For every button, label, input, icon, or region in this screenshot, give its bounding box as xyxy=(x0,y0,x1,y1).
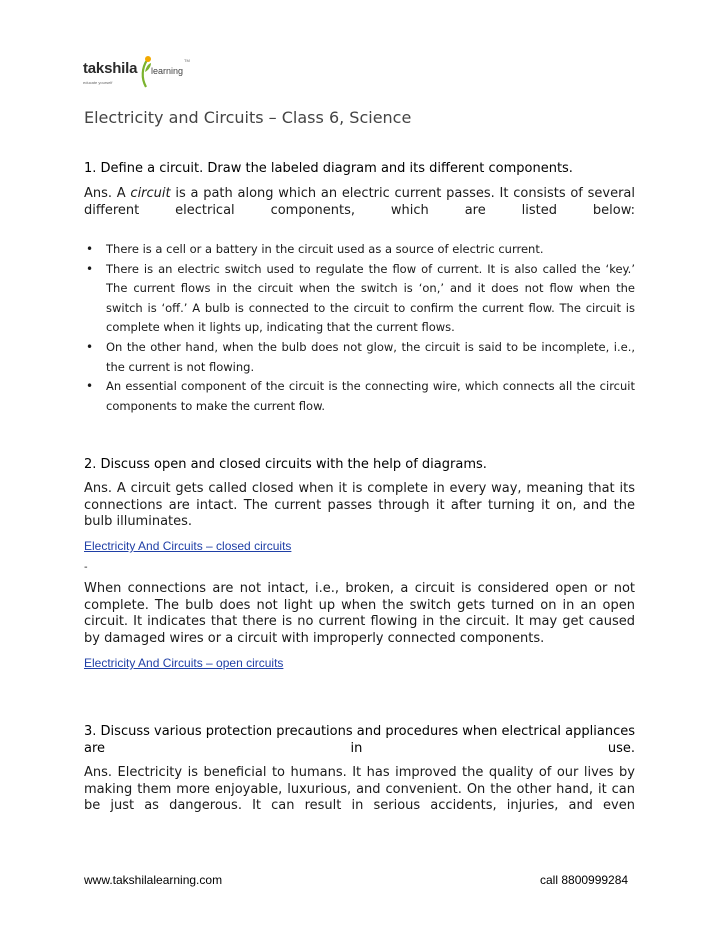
logo xyxy=(83,54,193,92)
page-title: Electricity and Circuits – Class 6, Science xyxy=(84,108,412,127)
list-item: • An essential component of the circuit is the connecting wire, which connects all the circuit components to make the current flow. xyxy=(84,377,635,416)
separator-dash: - xyxy=(84,562,88,573)
answer-3: Ans. Electricity is beneficial to humans. It has improved the quality of our lives by making them more enjoyable, luxurious, and convenient. On the other hand, it can be just as dangerous. It can result in serious accidents, injuries, and even xyxy=(84,765,635,813)
answer-1 xyxy=(84,186,635,219)
closed-circuits-link[interactable]: Electricity And Circuits – closed circuits xyxy=(84,539,292,553)
answer-2: Ans. A circuit gets called closed when it is complete in every way, meaning that its connections are intact. The current passes through it after turning it on, and the bulb illuminates. xyxy=(84,481,635,529)
answer-1-rest: is a path along which an electric current passes. It consists of several different electrical components, which are listed below: xyxy=(84,186,635,218)
list-item: • On the other hand, when the bulb does not glow, the circuit is said to be incomplete, i.e., the current is not flowing. xyxy=(84,338,635,377)
open-circuits-link[interactable]: Electricity And Circuits – open circuits xyxy=(84,656,284,670)
answer-1-term: circuit xyxy=(130,186,171,201)
logo-tm: TM xyxy=(184,58,190,63)
logo-tagline: educate yourself xyxy=(83,80,113,85)
footer-website: www.takshilalearning.com xyxy=(84,873,223,887)
answer-1-prefix: Ans. A xyxy=(84,186,131,201)
logo-sub: learning xyxy=(151,66,184,76)
list-item: • There is a cell or a battery in the circuit used as a source of electric current. xyxy=(84,240,635,260)
question-1: 1. Define a circuit. Draw the labeled diagram and its different components. xyxy=(84,161,573,176)
question-2: 2. Discuss open and closed circuits with the help of diagrams. xyxy=(84,457,487,472)
answer-2-open: When connections are not intact, i.e., broken, a circuit is considered open or not complete. The bulb does not light up when the switch gets turned on in an open circuit. It indicates that there is no current flowing in the circuit. It may get caused by damaged wires or a circuit with improperly connected components. xyxy=(84,581,635,646)
question-3: 3. Discuss various protection precautions and procedures when electrical appliances are in use. xyxy=(84,724,635,756)
list-item: • There is an electric switch used to regulate the flow of current. It is also called the ‘key.’ The current flows in the circuit when the switch is ‘on,’ and it does not flow when the switch is ‘off.’ A bulb is connected to the circuit to confirm the current flow. The circuit is complete when it lights up, indicating that the current flows. xyxy=(84,260,635,338)
logo-name: takshila xyxy=(83,60,138,77)
footer-phone: call 8800999284 xyxy=(540,873,629,887)
components-list xyxy=(84,240,635,416)
